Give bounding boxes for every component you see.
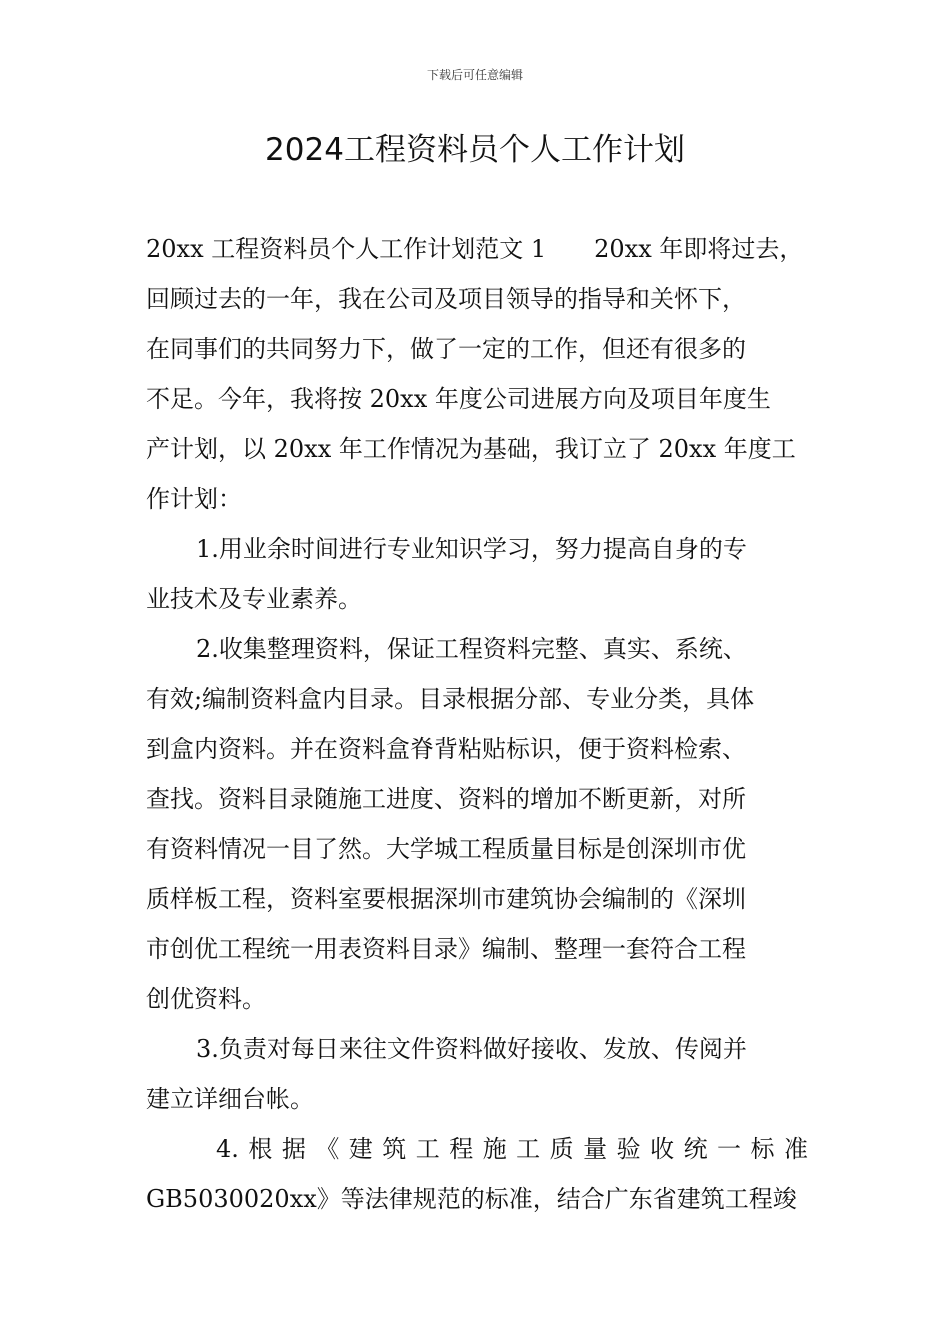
list-item-line: 4.根据《建筑工程施工质量验收统一标准 bbox=[216, 1135, 808, 1163]
list-item-line: 建立详细台帐。 bbox=[146, 1085, 314, 1113]
list-item-line: 到盒内资料。并在资料盒脊背粘贴标识，便于资料检索、 bbox=[146, 735, 746, 763]
list-item-line: 市创优工程统一用表资料目录》编制、整理一套符合工程 bbox=[146, 935, 746, 963]
list-item-line: GB5030020xx》等法律规范的标准，结合广东省建筑工程竣 bbox=[146, 1185, 797, 1213]
list-item-line: 质样板工程，资料室要根据深圳市建筑协会编制的《深圳 bbox=[146, 885, 746, 913]
document-title: 2024工程资料员个人工作计划 bbox=[265, 132, 685, 168]
paragraph-line: 20xx 工程资料员个人工作计划范文 1 20xx 年即将过去， bbox=[146, 235, 804, 263]
list-item-line: 业技术及专业素养。 bbox=[146, 585, 362, 613]
paragraph-line: 回顾过去的一年，我在公司及项目领导的指导和关怀下， bbox=[146, 285, 746, 313]
paragraph-line: 在同事们的共同努力下，做了一定的工作，但还有很多的 bbox=[146, 335, 746, 363]
list-item-line: 1.用业余时间进行专业知识学习，努力提高自身的专 bbox=[196, 535, 747, 563]
list-item-line: 有资料情况一目了然。大学城工程质量目标是创深圳市优 bbox=[146, 835, 746, 863]
paragraph-line: 不足。今年，我将按 20xx 年度公司进展方向及项目年度生 bbox=[146, 385, 771, 413]
list-item-line: 3.负责对每日来往文件资料做好接收、发放、传阅并 bbox=[196, 1035, 747, 1063]
document-body bbox=[146, 224, 808, 1224]
list-item-line: 有效;编制资料盒内目录。目录根据分部、专业分类，具体 bbox=[146, 685, 755, 713]
paragraph-line: 产计划，以 20xx 年工作情况为基础，我订立了 20xx 年度工 bbox=[146, 435, 796, 463]
list-item-line: 创优资料。 bbox=[146, 985, 266, 1013]
list-item-line: 查找。资料目录随施工进度、资料的增加不断更新，对所 bbox=[146, 785, 746, 813]
paragraph-line: 作计划： bbox=[146, 485, 242, 513]
list-item-line: 2.收集整理资料，保证工程资料完整、真实、系统、 bbox=[196, 635, 747, 663]
header-note: 下载后可任意编辑 bbox=[426, 68, 523, 82]
